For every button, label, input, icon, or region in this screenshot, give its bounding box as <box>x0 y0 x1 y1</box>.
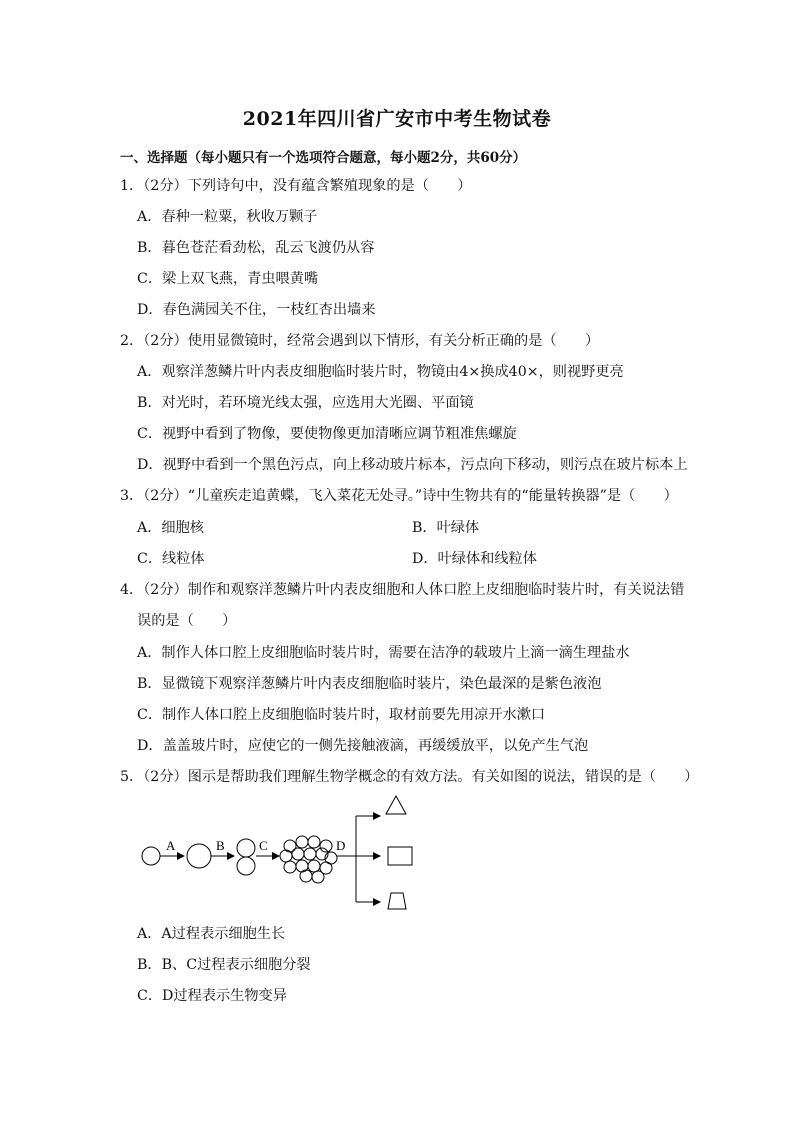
label-b: B <box>216 838 225 853</box>
question-2-stem: 2．（2分）使用显微镜时，经常会遇到以下情形，有关分析正确的是（ ） <box>120 333 600 349</box>
question-4-option-b: B．显微镜下观察洋葱鳞片叶内表皮细胞临时装片，染色最深的是紫色液泡 <box>137 676 602 692</box>
question-5-option-a: A．A过程表示细胞生长 <box>137 926 286 942</box>
question-3-option-b: B．叶绿体 <box>412 520 480 536</box>
label-a: A <box>166 838 176 853</box>
question-1-option-c: C．梁上双飞燕，青虫喂黄嘴 <box>137 271 319 287</box>
question-1-stem: 1．（2分）下列诗句中，没有蕴含繁殖现象的是（ ） <box>120 178 472 194</box>
cell-process-diagram <box>138 792 428 917</box>
label-c: C <box>259 838 268 853</box>
question-3-option-c: C．线粒体 <box>137 551 205 567</box>
question-4-stem-line2: 误的是（ ） <box>137 613 237 629</box>
question-4-option-a: A．制作人体口腔上皮细胞临时装片时，需要在洁净的载玻片上滴一滴生理盐水 <box>137 645 630 661</box>
question-3-option-d: D．叶绿体和线粒体 <box>412 551 537 567</box>
divided-cell-top <box>237 839 255 857</box>
question-1-option-b: B．暮色苍茫看劲松，乱云飞渡仍从容 <box>137 240 375 256</box>
grown-cell <box>187 844 211 868</box>
label-d: D <box>336 838 346 853</box>
small-cell <box>142 847 160 865</box>
question-2-option-d: D．视野中看到一个黑色污点，向上移动玻片标本，污点向下移动，则污点在玻片标本上 <box>137 457 688 473</box>
divided-cell-bottom <box>237 857 255 875</box>
question-4-stem-line1: 4．（2分）制作和观察洋葱鳞片叶内表皮细胞和人体口腔上皮细胞临时装片时，有关说法错 <box>120 582 685 598</box>
question-1-option-a: A．春种一粒粟，秋收万颗子 <box>137 209 318 225</box>
trapezoid-tissue <box>388 893 406 909</box>
question-5-stem: 5．（2分）图示是帮助我们理解生物学概念的有效方法。有关如图的说法，错误的是（ ） <box>120 769 699 785</box>
question-3-stem: 3．（2分）“儿童疾走追黄蝶，飞入菜花无处寻。”诗中生物共有的“能量转换器”是（ ） <box>120 488 678 504</box>
question-2-option-a: A．观察洋葱鳞片叶内表皮细胞临时装片时，物镜由4×换成40×，则视野更亮 <box>137 364 624 380</box>
triangle-tissue <box>386 796 406 814</box>
question-4-option-d: D．盖盖玻片时，应使它的一侧先接触液滴，再缓缓放平，以免产生气泡 <box>137 738 589 754</box>
question-2-option-b: B．对光时，若环境光线太强，应选用大光圈、平面镜 <box>137 395 474 411</box>
question-5-option-c: C．D过程表示生物变异 <box>137 988 287 1004</box>
page-title: 2021年四川省广安市中考生物试卷 <box>242 108 552 130</box>
question-2-option-c: C．视野中看到了物像，要使物像更加清晰应调节粗准焦螺旋 <box>137 426 517 442</box>
question-3-option-a: A．细胞核 <box>137 520 204 536</box>
question-1-option-d: D．春色满园关不住，一枝红杏出墙来 <box>137 302 376 318</box>
question-4-option-c: C．制作人体口腔上皮细胞临时装片时，取材前要先用凉开水漱口 <box>137 707 546 723</box>
question-5-option-b: B．B、C过程表示细胞分裂 <box>137 957 311 973</box>
cell-cluster <box>280 836 337 883</box>
square-tissue <box>388 847 412 865</box>
section-heading: 一、选择题（每小题只有一个选项符合题意，每小题2分，共60分） <box>120 150 527 166</box>
